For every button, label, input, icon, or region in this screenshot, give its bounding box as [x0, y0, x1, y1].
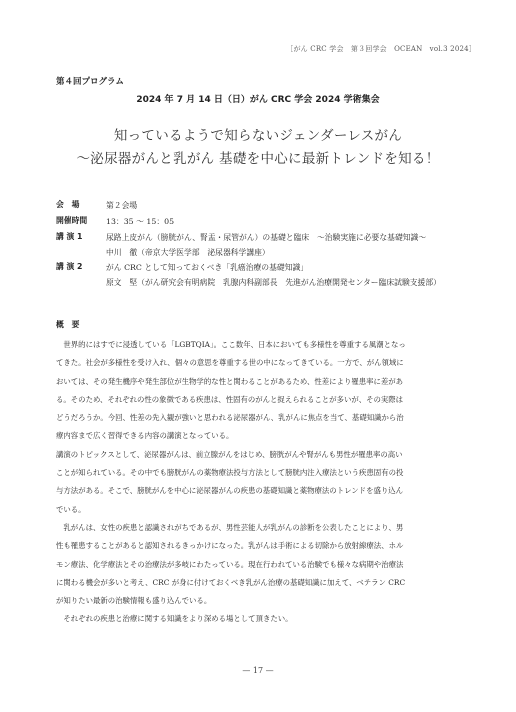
abstract-line: 世界的にはすでに浸透している「LGBTQIA」。ここ数年、日本においても多様性を尊重する風潮となっ — [56, 340, 406, 349]
abstract-line: 性も罹患することがあると認知されるきっかけになった。乳がんは手術による切除から放射線療法、ホル — [56, 541, 404, 551]
lecture2-title: がん CRC として知っておくべき「乳癌治療の基礎知識」 — [106, 263, 309, 272]
abstract-line: おいては、その発生機序や発生部位が生物学的な性と関わることがあるため、性差により罹患率に差があ — [56, 376, 404, 386]
abstract-line: てきた。社会が多様性を受け入れ、個々の意思を尊重する世の中になってきている。一方で、がん領域に — [56, 358, 404, 368]
lecture1-title: 尿路上皮がん（膀胱がん、腎盂・尿管がん）の基礎と臨床 ～治験実施に必要な基礎知識～ — [106, 233, 427, 242]
lecture2-details — [106, 261, 476, 290]
lecture1-row — [56, 231, 476, 261]
abstract-line: に関わる機会が多いと考え、CRC が身に付けておくべき乳がん治療の基礎知識に加えて、ベテラン CRC — [56, 577, 406, 587]
venue-value: 第２会場 — [106, 201, 138, 210]
lecture1-details — [106, 231, 476, 260]
lecture2-speaker: 原文 堅（がん研究会有明病院 乳腺内科副部長 先進がん治療開発センター臨床試験支援部） — [106, 277, 441, 287]
abstract-body — [56, 336, 464, 629]
abstract-line: が知りたい最新の治験情報も盛り込んでいる。 — [56, 596, 212, 606]
abstract-line: る。そのため、それぞれの性の象徴である疾患は、性固有のがんと捉えられることが多いが、その実際は — [56, 394, 404, 404]
abstract-line: 乳がんは、女性の疾患と認識されがちであるが、男性芸能人が乳がんの診断を公表したことにより、男 — [56, 522, 404, 532]
time-label: 開催時間 — [56, 216, 88, 225]
program-label: 第４回プログラム — [56, 77, 124, 87]
abstract-line: ことが知られている。その中でも膀胱がんの薬物療法投与方法として膀胱内注入療法という疾患固有の投 — [56, 468, 404, 478]
event-title: 2024 年 7 月 14 日（日）がん CRC 学会 2024 学術集会 — [136, 95, 380, 105]
lecture1-label: 講 演 1 — [56, 232, 83, 241]
abstract-heading: 概 要 — [56, 320, 80, 329]
abstract-line: モン療法、化学療法とその治療法が多岐にわたっている。現在行われている治験でも様々な病期や治療法 — [56, 559, 404, 569]
lecture1-speaker: 中川 徹（帝京大学医学部 泌尿器科学講座） — [106, 247, 270, 257]
venue-label: 会 場 — [56, 200, 80, 209]
lecture2-label: 講 演 2 — [56, 262, 83, 271]
session-info — [56, 199, 476, 291]
main-title: 知っているようで知らないジェンダーレスがん — [113, 128, 403, 144]
abstract-line: 与方法がある。そこで、膀胱がんを中心に泌尿器がんの疾患の基礎知識と薬物療法のトレンドを盛り込ん — [56, 486, 404, 496]
running-header: ［がん CRC 学会 第３回学会 OCEAN vol.3 2024］ — [286, 45, 476, 53]
sub-title: ～泌尿器がんと乳がん 基礎を中心に最新トレンドを知る！ — [76, 151, 440, 167]
abstract-line: それぞれの疾患と治療に関する知識をより深める場として頂きたい。 — [56, 614, 293, 624]
venue-row — [56, 199, 476, 215]
abstract-line: 講演のトピックスとして、泌尿器がんは、前立腺がんをはじめ、膀胱がんや腎がんも男性が罹患率の高い — [56, 449, 403, 459]
time-value: 13：35 ～ 15：05 — [106, 217, 175, 226]
abstract-line: どうだろうか。今回、性差の先入観が強いと思われる泌尿器がん、乳がんに焦点を当て、基礎知識から治 — [56, 413, 404, 423]
abstract-line: でいる。 — [56, 504, 86, 514]
lecture2-row — [56, 261, 476, 291]
abstract-line: 療内容まで広く習得できる内容の講演となっている。 — [56, 431, 234, 441]
time-row — [56, 215, 476, 231]
page-number: — 17 — — [242, 666, 274, 675]
